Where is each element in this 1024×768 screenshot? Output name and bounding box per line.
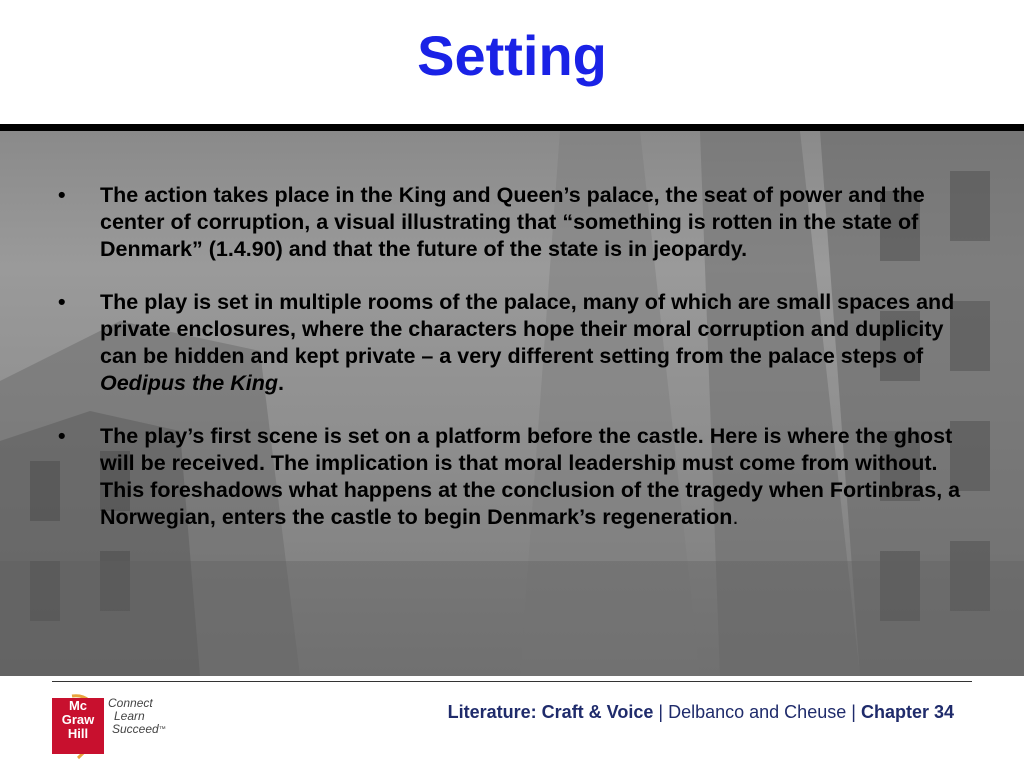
trademark-symbol: ™: [158, 726, 166, 733]
tagline-line3: Succeed: [112, 722, 159, 736]
footer-divider: [52, 681, 972, 682]
bullet-item: [56, 182, 976, 263]
footer-book-title: Literature: Craft & Voice: [447, 702, 654, 722]
footer-separator: |: [851, 702, 856, 722]
logo-line3: Hill: [67, 726, 89, 741]
logo-tagline: [108, 697, 166, 736]
bullet-text: The play’s first scene is set on a platform before the castle. Here is where the ghost will be received. The implication is that moral leadership must come from without. This foreshadows what happens at the conclusion of the tragedy when Fortinbras, a Norwegian, enters the castle to begin Denmark’s regeneration: [100, 424, 961, 529]
bullet-list: [56, 182, 976, 557]
bullet-tail: .: [277, 371, 284, 395]
bullet-item: [56, 423, 976, 531]
title-divider: [0, 124, 1024, 131]
tagline-line2: Learn: [114, 709, 145, 723]
bullet-glyph: •: [58, 290, 66, 314]
mcgraw-hill-logo: [52, 698, 104, 754]
bullet-text: The action takes place in the King and Queen’s palace, the seat of power and the center of corruption, a visual illustrating that “something is rotten in the state of Denmark” (1.4.90) and that the future of the state is in jeopardy.: [100, 183, 925, 261]
tagline-line1: Connect: [108, 696, 153, 710]
bullet-item: [56, 289, 976, 397]
bullet-glyph: •: [58, 424, 66, 448]
bullet-glyph: •: [58, 183, 66, 207]
bullet-tail: .: [732, 505, 739, 529]
footer-authors: Delbanco and Cheuse: [668, 702, 847, 722]
footer-chapter: Chapter 34: [860, 702, 954, 722]
bullet-italic-title: Oedipus the King: [100, 371, 278, 395]
footer-citation: [448, 702, 954, 723]
logo-line2: Graw: [61, 712, 95, 727]
bullet-text: The play is set in multiple rooms of the palace, many of which are small spaces and private enclosures, where the characters hope their moral corruption and duplicity can be hidden and kept private – a very different setting from the palace steps of: [100, 290, 955, 368]
slide-title: Setting: [417, 24, 607, 87]
footer-separator: |: [658, 702, 664, 722]
logo-line1: Mc: [68, 698, 88, 713]
